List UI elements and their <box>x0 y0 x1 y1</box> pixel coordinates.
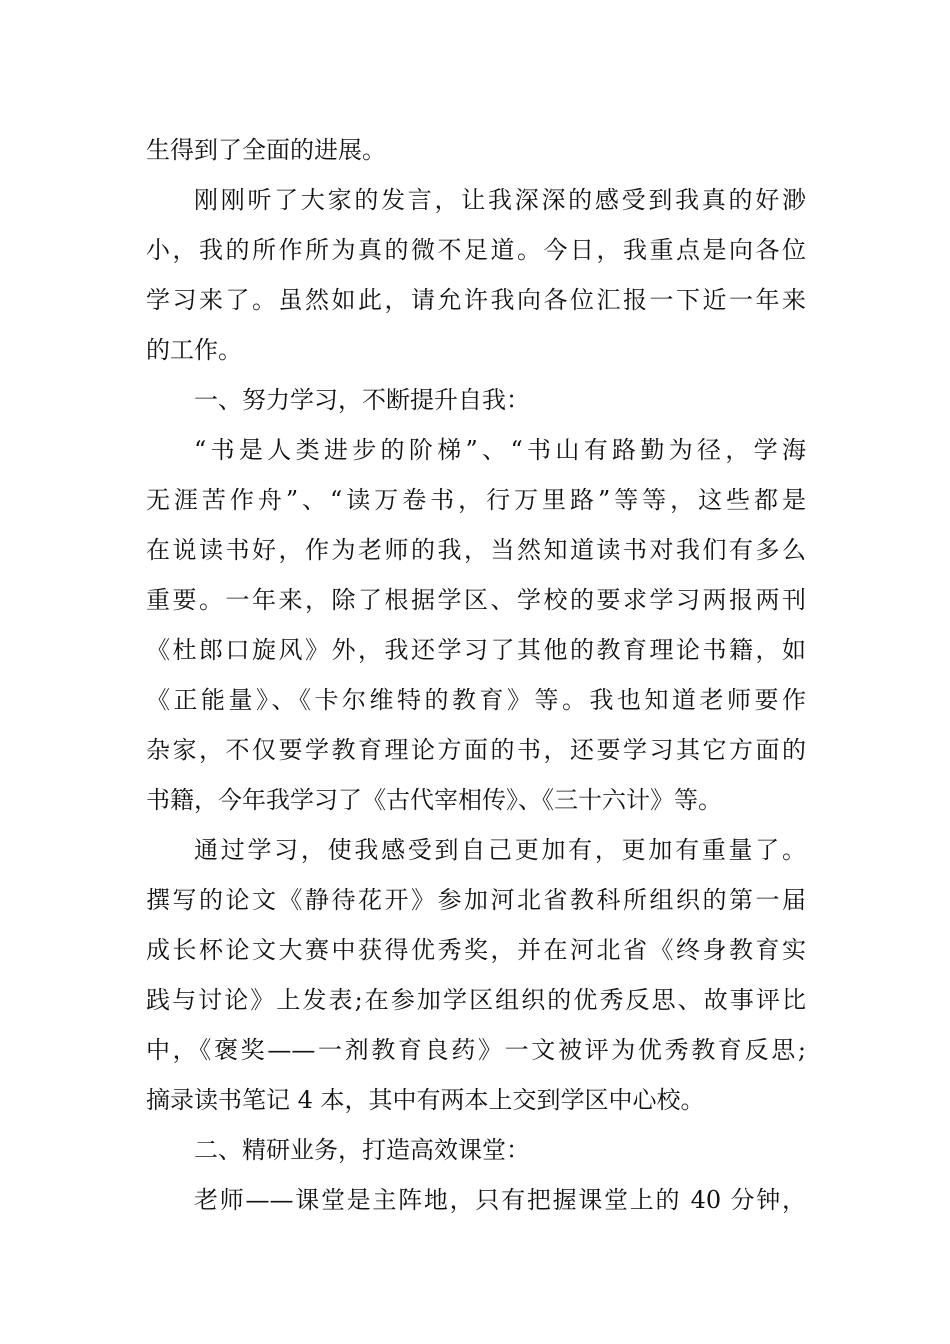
text-line: 的工作。 <box>146 336 242 364</box>
text-line: 摘录读书笔记 4 本，其中有两本上交到学区中心校。 <box>146 1086 705 1114</box>
text-line: 撰写的论文《静待花开》参加河北省教科所组织的第一届 <box>146 886 806 914</box>
text-line: 践与讨论》上发表;在参加学区组织的优秀反思、故事评比 <box>146 986 806 1014</box>
text-line: 学习来了。虽然如此，请允许我向各位汇报一下近一年来 <box>146 286 806 314</box>
text-line: 书籍，今年我学习了《古代宰相传》、《三十六计》等。 <box>146 786 722 814</box>
section-heading: 二、精研业务，打造高效课堂： <box>194 1136 530 1164</box>
paragraph-first-line: “书是人类进步的阶梯”、“书山有路勤为径，学海 <box>194 436 806 464</box>
text-line: 重要。一年来，除了根据学区、学校的要求学习两报两刊 <box>146 586 806 614</box>
text-line: 成长杯论文大赛中获得优秀奖，并在河北省《终身教育实 <box>146 936 806 964</box>
paragraph-first-line: 刚刚听了大家的发言，让我深深的感受到我真的好渺 <box>194 186 806 214</box>
text-line: 杂家，不仅要学教育理论方面的书，还要学习其它方面的 <box>146 736 806 764</box>
text-line: 生得到了全面的进展。 <box>146 136 386 164</box>
paragraph-first-line: 老师——课堂是主阵地，只有把握课堂上的 40 分钟， <box>194 1186 806 1214</box>
text-line: 《正能量》、《卡尔维特的教育》等。我也知道老师要作 <box>146 686 806 714</box>
text-line: 中，《褒奖——一剂教育良药》一文被评为优秀教育反思; <box>146 1036 806 1064</box>
text-line: 小，我的所作所为真的微不足道。今日，我重点是向各位 <box>146 236 806 264</box>
text-line: 《杜郎口旋风》外，我还学习了其他的教育理论书籍，如 <box>146 636 806 664</box>
text-line: 在说读书好，作为老师的我，当然知道读书对我们有多么 <box>146 536 806 564</box>
section-heading: 一、努力学习，不断提升自我： <box>194 386 530 414</box>
text-line: 无涯苦作舟”、“读万卷书，行万里路”等等，这些都是 <box>146 486 806 514</box>
paragraph-first-line: 通过学习，使我感受到自己更加有，更加有重量了。 <box>194 836 806 864</box>
